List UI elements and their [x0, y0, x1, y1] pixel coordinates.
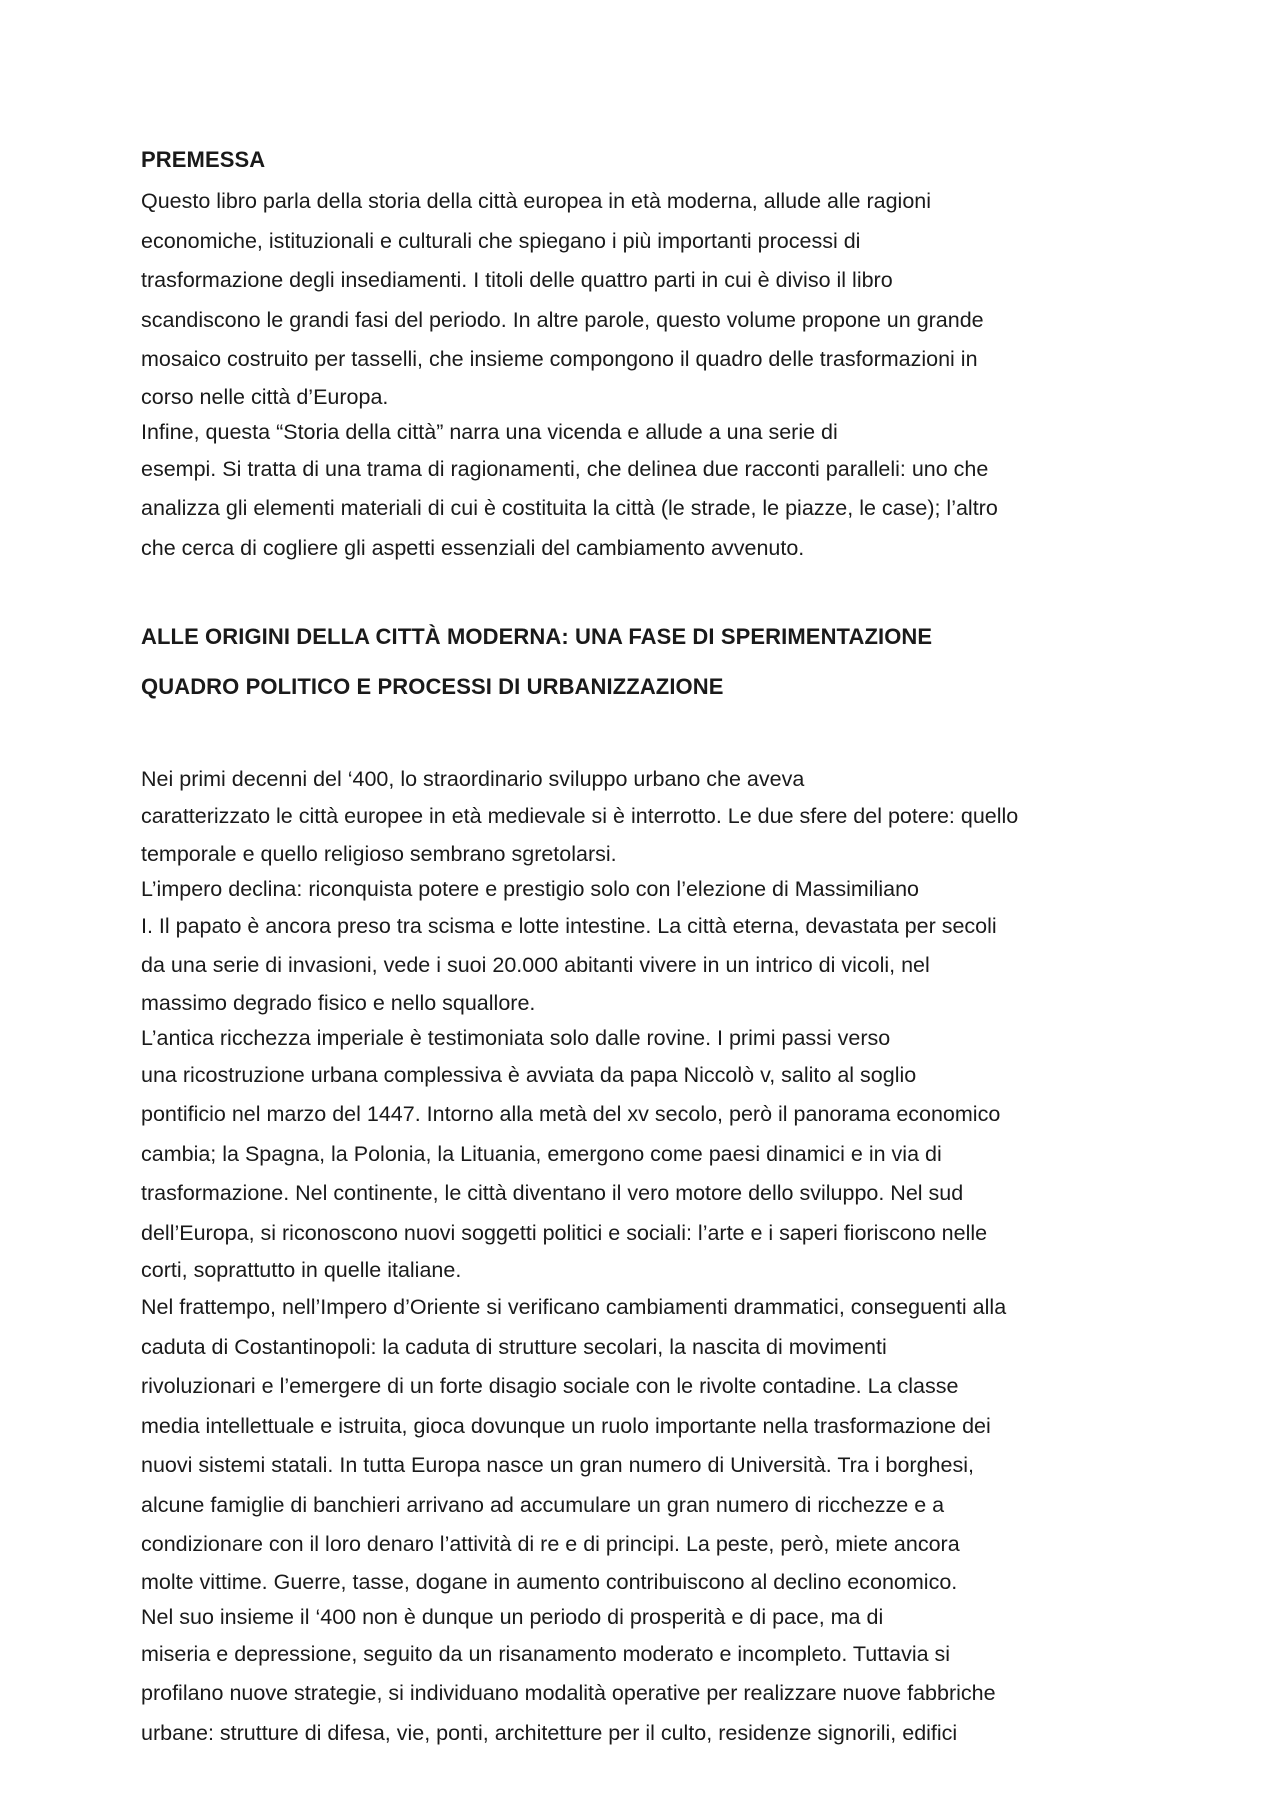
- section-subheading: QUADRO POLITICO E PROCESSI DI URBANIZZAZIONE: [141, 674, 724, 699]
- paragraph-line: rivoluzionari e l’emergere di un forte disagio sociale con le rivolte contadine. La classe: [141, 1374, 959, 1398]
- paragraph-line: Infine, questa “Storia della città” narra una vicenda e allude a una serie di: [141, 419, 838, 444]
- paragraph-line: cambia; la Spagna, la Polonia, la Lituania, emergono come paesi dinamici e in via di: [141, 1141, 942, 1166]
- paragraph-line: alcune famiglie di banchieri arrivano ad accumulare un gran numero di ricchezze e a: [141, 1492, 945, 1517]
- paragraph-line: L’antica ricchezza imperiale è testimoniata solo dalle rovine. I primi passi verso: [141, 1025, 891, 1050]
- premessa-heading: PREMESSA: [141, 147, 266, 172]
- paragraph-line: caduta di Costantinopoli: la caduta di strutture secolari, la nascita di movimenti: [141, 1334, 887, 1359]
- paragraph-line: esempi. Si tratta di una trama di ragionamenti, che delinea due racconti paralleli: uno che: [141, 456, 989, 481]
- paragraph-line: Nei primi decenni del ‘400, lo straordinario sviluppo urbano che aveva: [141, 767, 805, 791]
- paragraph-line: mosaico costruito per tasselli, che insieme compongono il quadro delle trasformazioni in: [141, 347, 978, 371]
- section-body: [141, 762, 1161, 1753]
- paragraph-line: nuovi sistemi statali. In tutta Europa nasce un gran numero di Università. Tra i borghesi,: [141, 1453, 974, 1477]
- paragraph-line: Nel suo insieme il ‘400 non è dunque un periodo di prosperità e di pace, ma di: [141, 1604, 884, 1629]
- paragraph-line: I. Il papato è ancora preso tra scisma e lotte intestine. La città eterna, devastata per secoli: [141, 913, 997, 938]
- paragraph-line: dell’Europa, si riconoscono nuovi soggetti politici e sociali: l’arte e i saperi fioriscono nelle: [141, 1220, 988, 1245]
- paragraph-line: massimo degrado fisico e nello squallore.: [141, 990, 536, 1015]
- paragraph-line: economiche, istituzionali e culturali che spiegano i più importanti processi di: [141, 228, 861, 253]
- paragraph-line: pontificio nel marzo del 1447. Intorno alla metà del xv secolo, però il panorama economico: [141, 1102, 1001, 1126]
- paragraph-line: una ricostruzione urbana complessiva è avviata da papa Niccolò v, salito al soglio: [141, 1062, 917, 1087]
- paragraph-line: temporale e quello religioso sembrano sgretolarsi.: [141, 841, 617, 866]
- paragraph-line: trasformazione degli insediamenti. I titoli delle quattro parti in cui è diviso il libro: [141, 268, 893, 292]
- paragraph-line: da una serie di invasioni, vede i suoi 20.000 abitanti vivere in un intrico di vicoli, nel: [141, 953, 930, 977]
- paragraph-line: trasformazione. Nel continente, le città diventano il vero motore dello sviluppo. Nel sud: [141, 1181, 964, 1205]
- premessa-body: [141, 182, 1161, 568]
- paragraph-line: corso nelle città d’Europa.: [141, 384, 389, 409]
- paragraph-line: molte vittime. Guerre, tasse, dogane in aumento contribuiscono al declino economico.: [141, 1569, 958, 1594]
- paragraph-line: profilano nuove strategie, si individuano modalità operative per realizzare nuove fabbriche: [141, 1681, 996, 1705]
- paragraph-line: condizionare con il loro denaro l’attività di re e di principi. La peste, però, miete ancora: [141, 1532, 960, 1556]
- paragraph-line: corti, soprattutto in quelle italiane.: [141, 1258, 462, 1282]
- paragraph-line: scandiscono le grandi fasi del periodo. In altre parole, questo volume propone un grande: [141, 307, 984, 332]
- paragraph-line: urbane: strutture di difesa, vie, ponti, architetture per il culto, residenze signorili, edifici: [141, 1720, 958, 1745]
- paragraph-line: L’impero declina: riconquista potere e prestigio solo con l’elezione di Massimiliano: [141, 876, 919, 901]
- paragraph-line: che cerca di cogliere gli aspetti essenziali del cambiamento avvenuto.: [141, 535, 805, 560]
- chapter-heading: ALLE ORIGINI DELLA CITTÀ MODERNA: UNA FASE DI SPERIMENTAZIONE: [141, 624, 933, 649]
- paragraph-line: media intellettuale e istruita, gioca dovunque un ruolo importante nella trasformazione dei: [141, 1413, 991, 1438]
- paragraph-line: miseria e depressione, seguito da un risanamento moderato e incompleto. Tuttavia si: [141, 1641, 951, 1666]
- paragraph-line: analizza gli elementi materiali di cui è costituita la città (le strade, le piazze, le case); l’altro: [141, 496, 998, 520]
- paragraph-line: Questo libro parla della storia della città europea in età moderna, allude alle ragioni: [141, 189, 932, 213]
- paragraph-line: Nel frattempo, nell’Impero d’Oriente si verificano cambiamenti drammatici, conseguenti alla: [141, 1295, 1007, 1319]
- paragraph-line: caratterizzato le città europee in età medievale si è interrotto. Le due sfere del potere: quello: [141, 804, 1019, 828]
